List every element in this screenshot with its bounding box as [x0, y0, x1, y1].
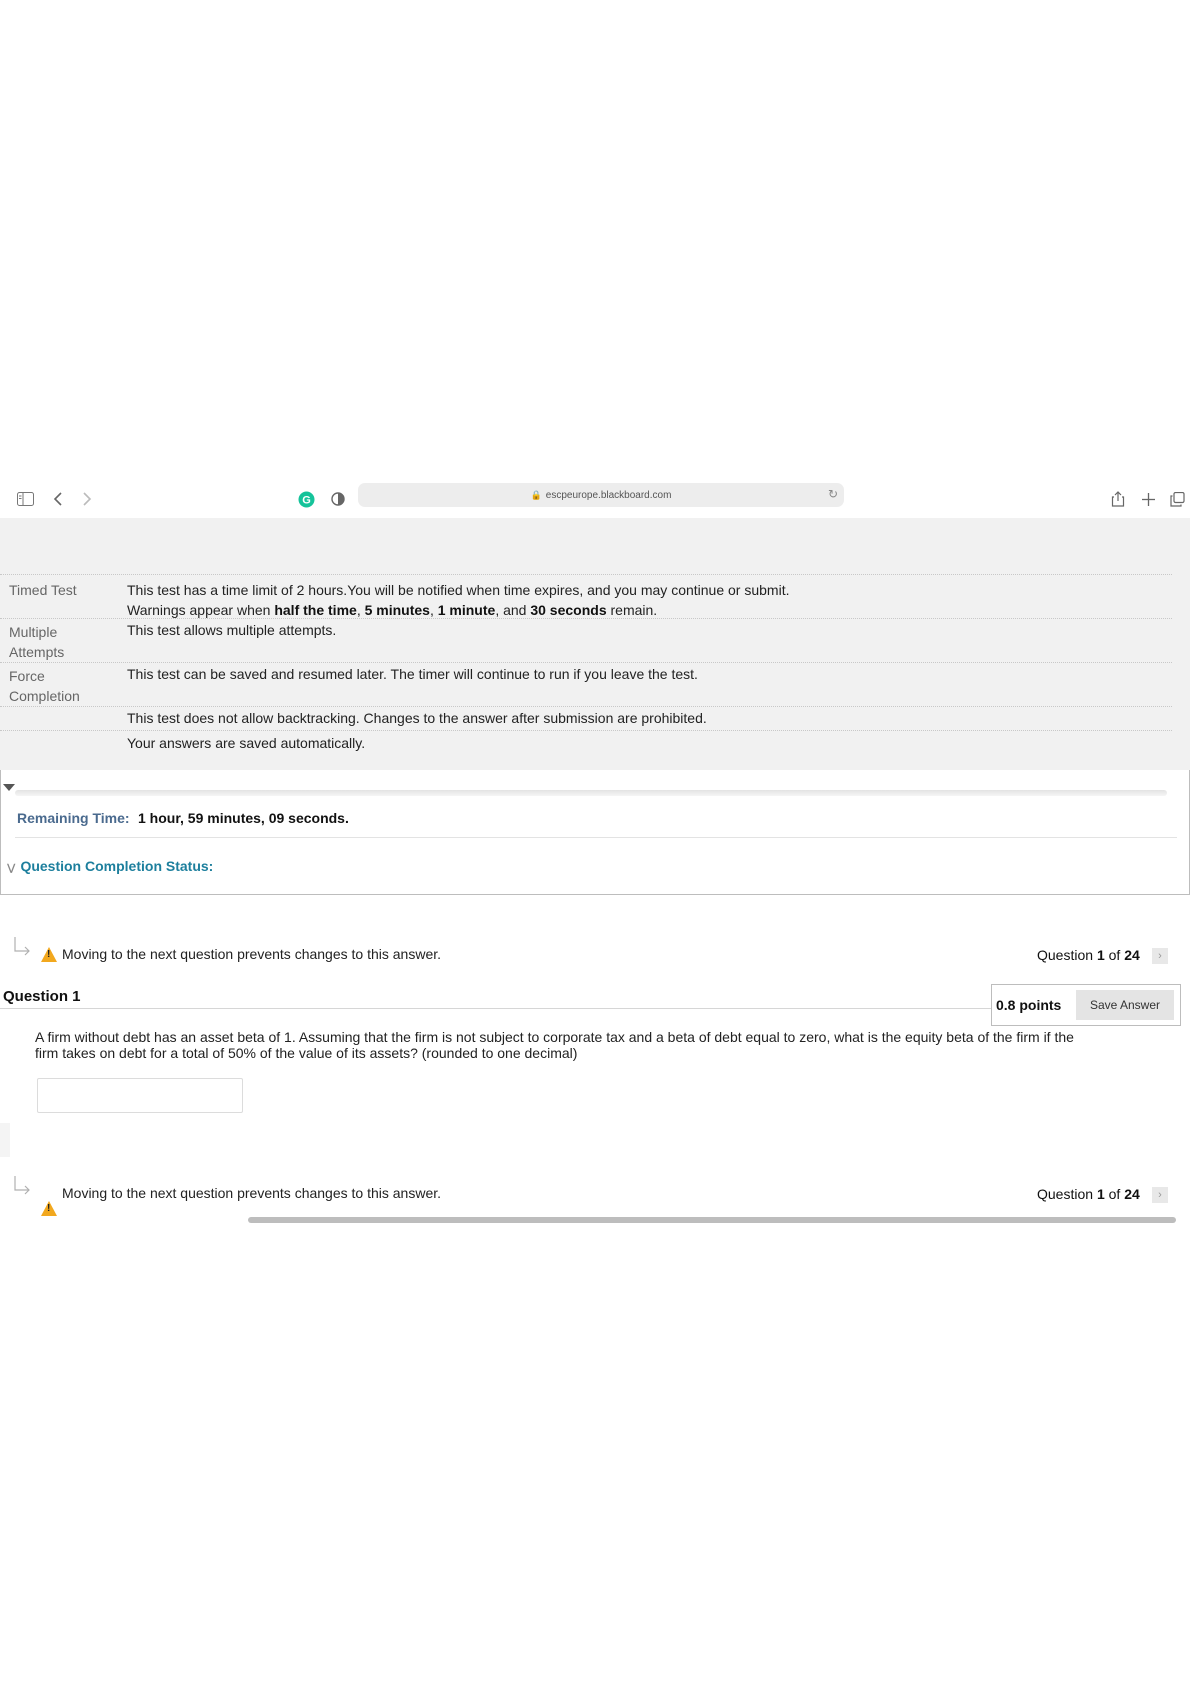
collapse-triangle-icon[interactable] [3, 784, 15, 791]
warning-half-time: half the time [274, 602, 357, 618]
horizontal-scrollbar[interactable] [248, 1217, 1176, 1223]
info-row-autosave [0, 730, 1172, 751]
next-question-button[interactable] [1152, 1187, 1168, 1203]
browser-toolbar [0, 480, 1200, 518]
warnings-text: Warnings appear when half the time, 5 minutes, 1 minute, and 30 seconds remain. [127, 602, 658, 618]
warning-1-minute: 1 minute [437, 602, 496, 618]
remaining-time-value: 1 hour, 59 minutes, 09 seconds. [138, 810, 349, 826]
question-title: Question 1 [3, 988, 81, 1005]
info-row-multiple-attempts [0, 618, 1172, 660]
warning-icon: ! [41, 947, 57, 962]
grammarly-icon[interactable] [296, 489, 316, 509]
backtracking-warning-text: Moving to the next question prevents changes to this answer. [62, 1185, 442, 1201]
double-chevron-down-icon: ⋁ [7, 863, 16, 874]
privacy-icon[interactable] [328, 489, 348, 509]
address-bar[interactable] [358, 483, 844, 507]
info-text [127, 580, 789, 620]
share-icon[interactable] [1108, 489, 1128, 509]
sidebar-icon[interactable] [15, 489, 35, 509]
test-status-box [0, 770, 1190, 895]
chevron-right-icon: › [1158, 1189, 1162, 1201]
info-text: This test does not allow backtracking. Changes to the answer after submission are prohibited. [127, 710, 707, 726]
warning-icon: ! [41, 1201, 57, 1216]
reload-icon[interactable]: ↻ [827, 487, 838, 501]
info-text: Your answers are saved automatically. [127, 735, 366, 751]
back-arrow-icon [13, 1175, 33, 1202]
divider [15, 790, 1167, 796]
question-counter: Question 1 of 24 [1037, 947, 1140, 963]
back-icon[interactable] [48, 489, 68, 509]
info-label: Force Completion [9, 668, 80, 704]
save-answer-button[interactable]: Save Answer [1076, 990, 1174, 1020]
question-text: A firm without debt has an asset beta of 1. Assuming that the firm is not subject to corporate tax and a beta of debt equal to zero, what is the equity beta of the firm if the firm takes on debt for a total of 50% of the value of its assets? (rounded to one decimal) [35, 1029, 1074, 1061]
question-counter: Question 1 of 24 [1037, 1186, 1140, 1202]
tabs-overview-icon[interactable] [1167, 489, 1187, 509]
forward-icon[interactable] [77, 489, 97, 509]
info-text: This test can be saved and resumed later. The timer will continue to run if you leave the test. [127, 666, 698, 682]
next-question-button[interactable] [1152, 948, 1168, 964]
new-tab-icon[interactable] [1138, 489, 1158, 509]
time-limit-text: This test has a time limit of 2 hours.You will be notified when time expires, and you may continue or submit. [127, 582, 790, 598]
question-completion-status-toggle[interactable] [7, 858, 213, 874]
divider [15, 837, 1177, 838]
divider [0, 1008, 992, 1009]
question-points-box [991, 984, 1181, 1026]
warning-5-minutes: 5 minutes [364, 602, 430, 618]
info-row-timed-test [0, 574, 1172, 618]
question-footer [10, 1123, 1178, 1157]
remaining-time-label: Remaining Time: [17, 810, 130, 826]
lock-icon: 🔒 [530, 489, 542, 500]
warning-30-seconds: 30 seconds [530, 602, 607, 618]
info-label: Timed Test [9, 582, 77, 598]
backtracking-warning-text: Moving to the next question prevents changes to this answer. [62, 946, 442, 962]
url-text: escpeurope.blackboard.com [545, 489, 672, 501]
back-arrow-icon [13, 936, 33, 963]
points-label: 0.8 points [996, 997, 1062, 1013]
question-completion-status-label: Question Completion Status: [20, 858, 214, 874]
info-label: Multiple Attempts [9, 624, 65, 660]
svg-text:G: G [301, 494, 311, 506]
info-row-force-completion [0, 662, 1172, 704]
chevron-right-icon: › [1158, 950, 1162, 962]
test-information-panel [0, 518, 1190, 771]
info-text: This test allows multiple attempts. [127, 622, 337, 638]
answer-input[interactable] [37, 1078, 243, 1113]
info-row-backtracking [0, 706, 1172, 726]
